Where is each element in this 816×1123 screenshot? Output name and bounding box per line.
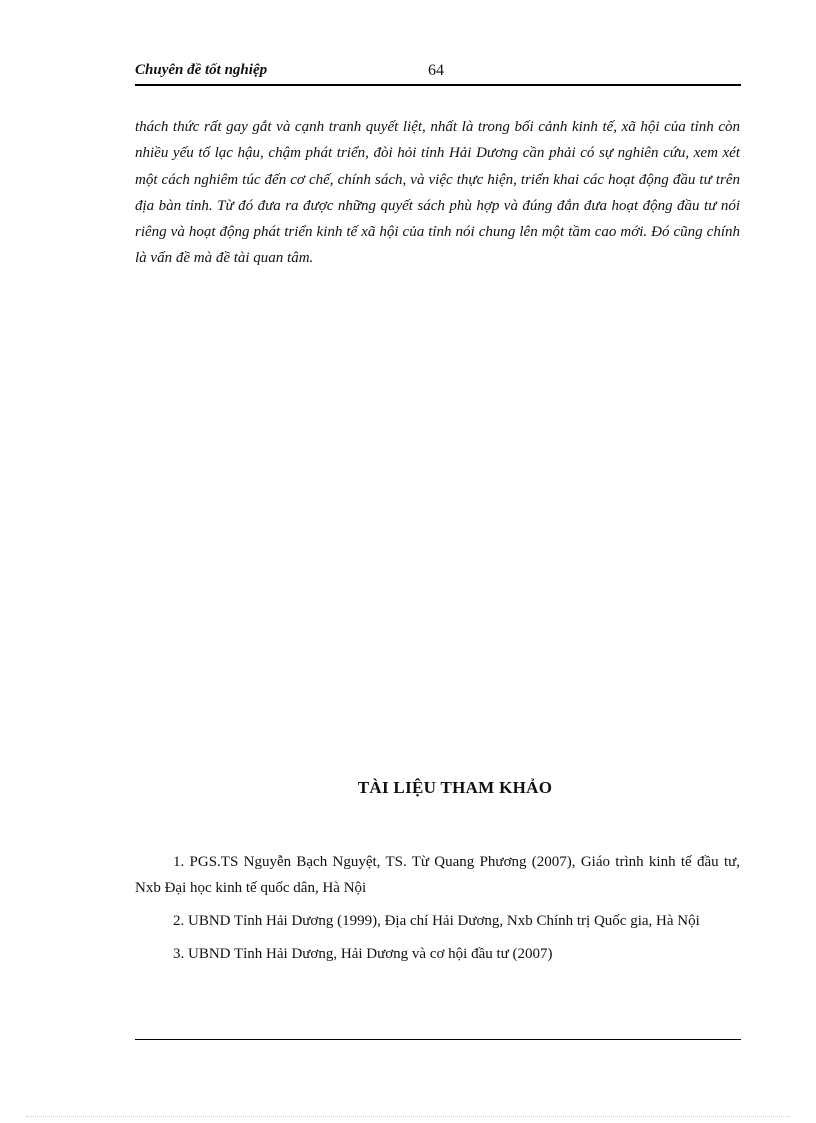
references-heading: TÀI LIỆU THAM KHẢO [357,778,553,797]
reference-item: 3. UBND Tỉnh Hải Dương, Hải Dương và cơ hội đầu tư (2007) [173,946,553,962]
page-header [135,60,741,86]
page-number: 64 [428,62,444,79]
page-bottom-edge [26,1116,790,1117]
reference-item: 1. PGS.TS Nguyễn Bạch Nguyệt, TS. Từ Quang Phương (2007), Giáo trình kinh tế đầu tư, Nxb Đại học kinh tế quốc dân, Hà Nội [135,854,740,896]
footer-divider [135,1039,741,1040]
body-paragraph: thách thức rất gay gắt và cạnh tranh quyết liệt, nhất là trong bối cảnh kinh tế, xã hội của tỉnh còn nhiều yếu tố lạc hậu, chậm phát triển, đòi hỏi tỉnh Hải Dương cần phải có sự nghiên cứu, xem xét một cách nghiêm túc đến cơ chế, chính sách, và việc thực hiện, triển khai các hoạt động đầu tư trên địa bàn tỉnh. Từ đó đưa ra được những quyết sách phù hợp và đúng đắn đưa hoạt động đầu tư nói riêng và hoạt động phát triển kinh tế xã hội của tỉnh nói chung lên một tầm cao mới. Đó cũng chính là vấn đề mà đề tài quan tâm. [135,119,740,267]
reference-item: 2. UBND Tỉnh Hải Dương (1999), Địa chí Hải Dương, Nxb Chính trị Quốc gia, Hà Nội [173,913,700,929]
references-list [135,849,740,974]
header-title: Chuyên đề tốt nghiệp [135,62,268,78]
